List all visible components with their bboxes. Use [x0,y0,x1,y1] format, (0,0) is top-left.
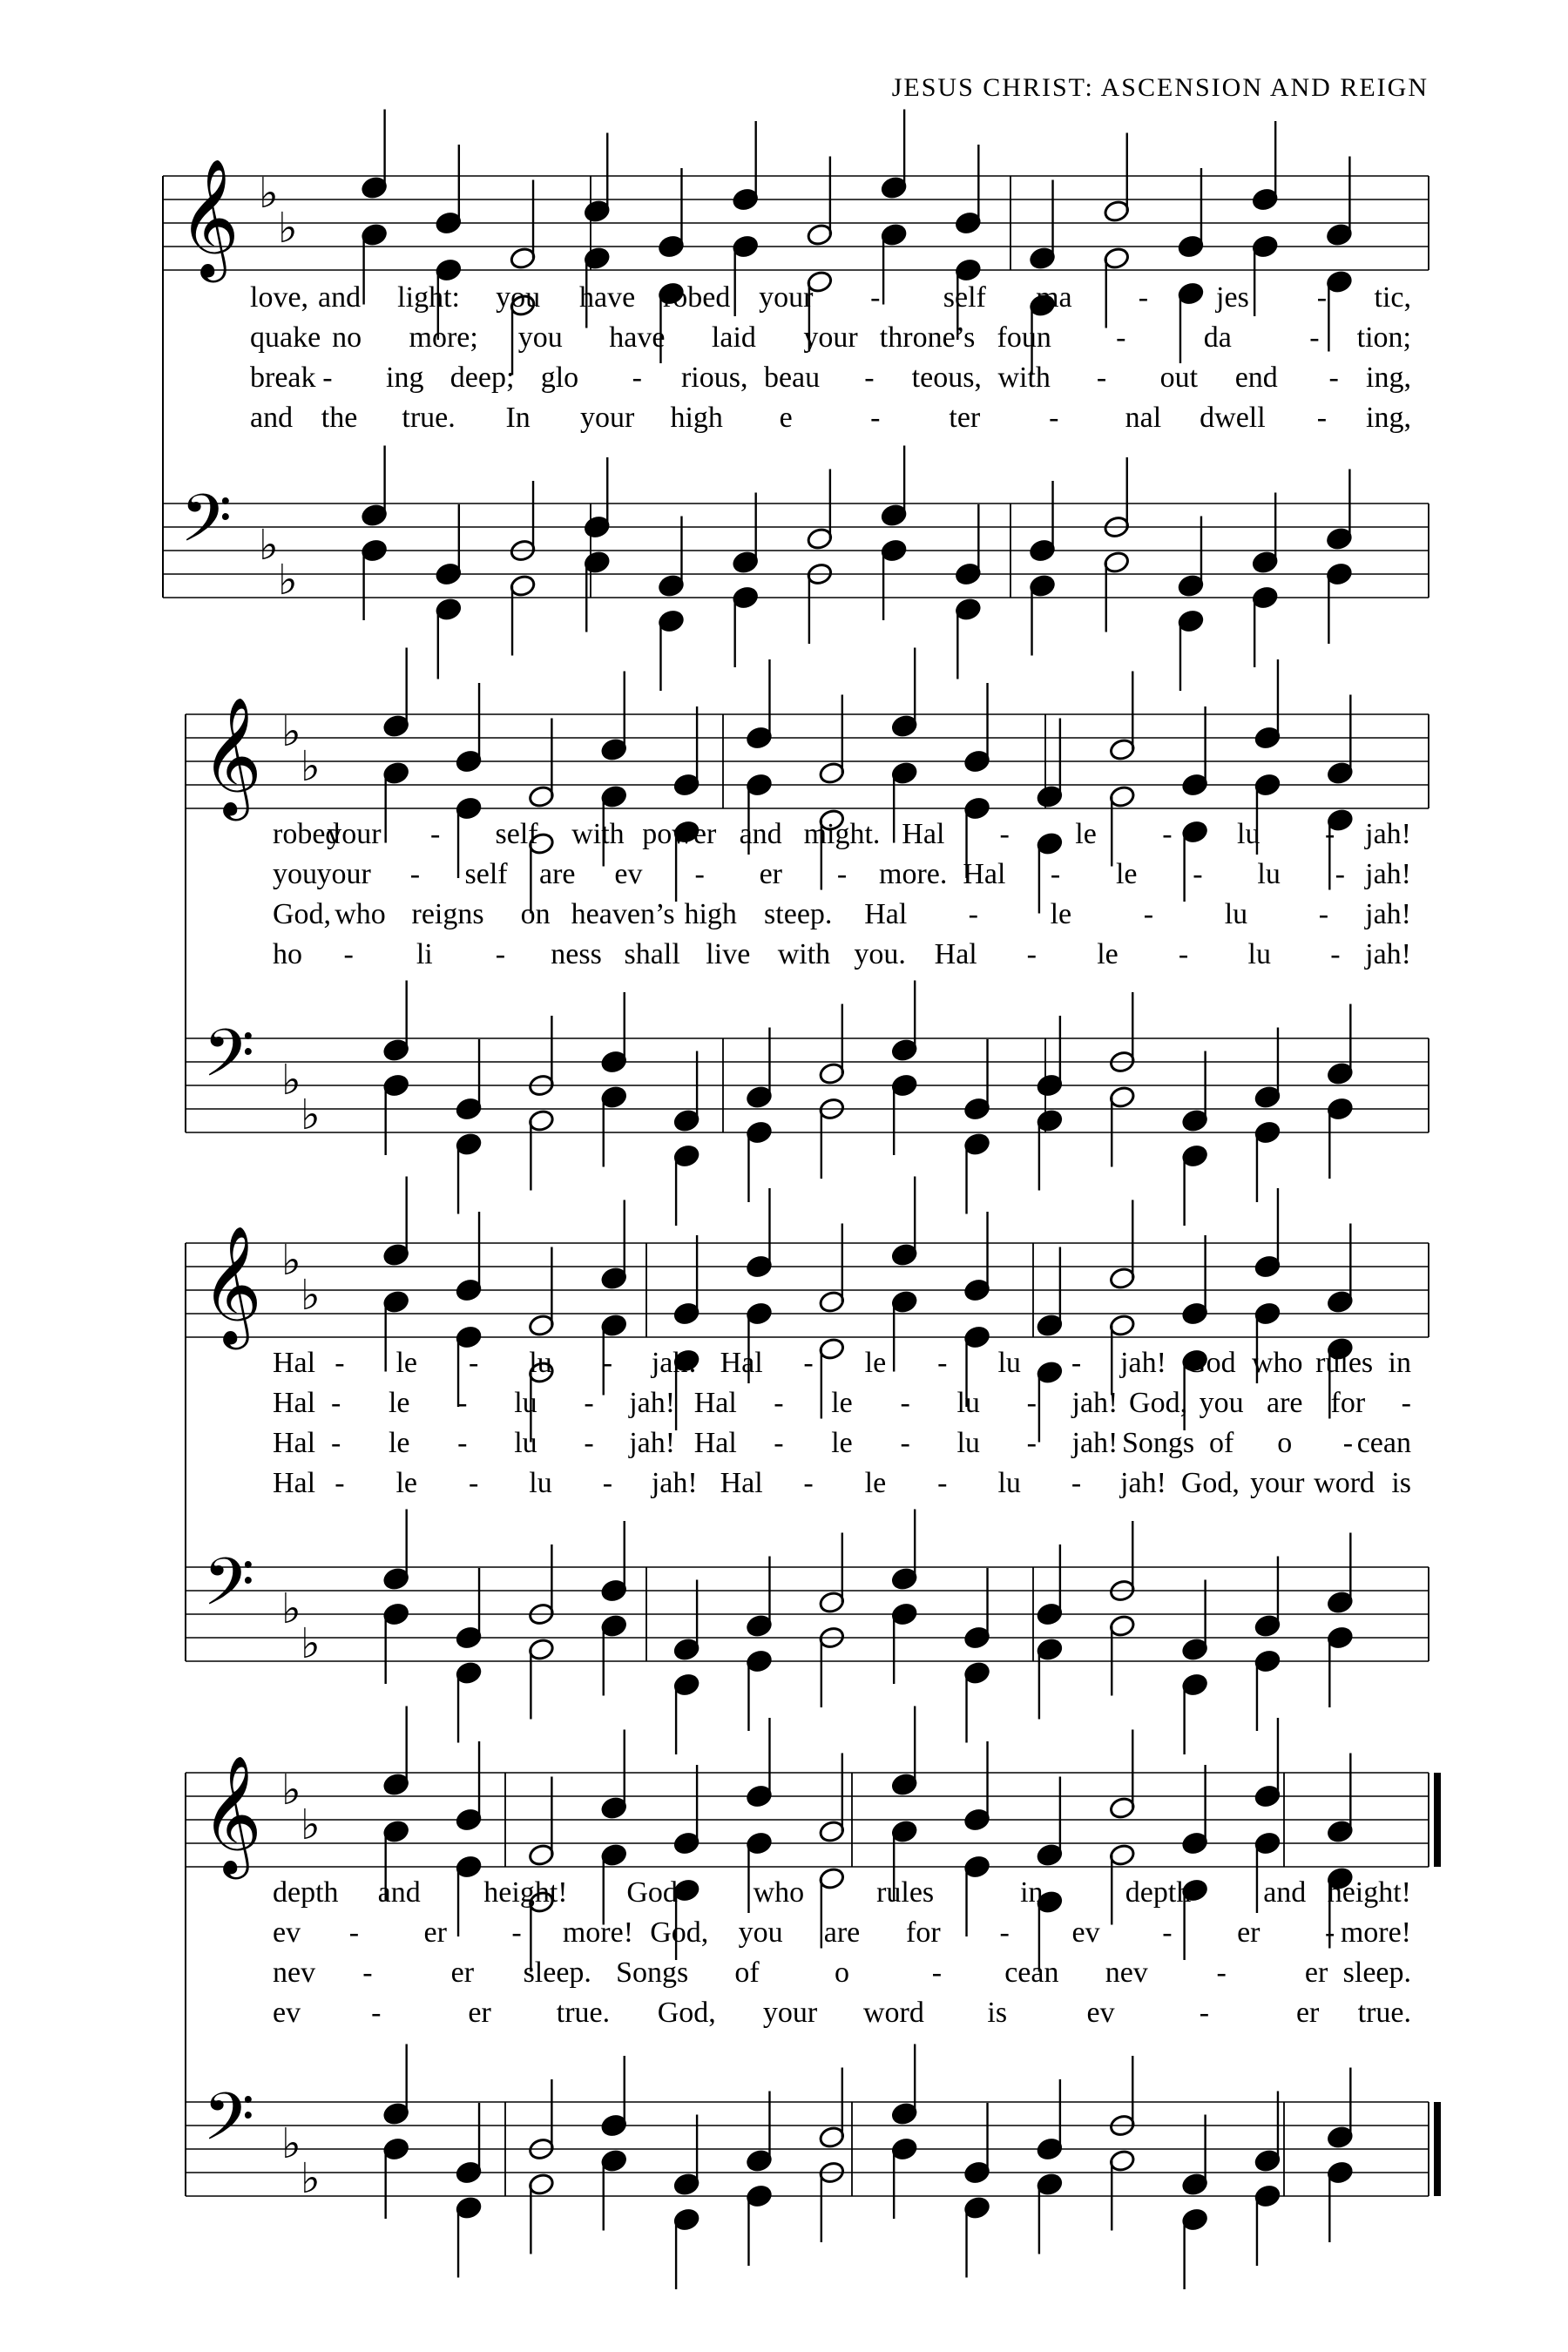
flat-icon: ♭ [301,1619,321,1668]
lyric-syllable: lu [529,1467,552,1499]
treble-clef-icon: 𝄞 [201,1754,262,1874]
lyric-syllable: - [1050,858,1061,890]
lyric-syllable: - [1342,1427,1354,1459]
lyric-syllable: - [937,1347,948,1379]
lyric-syllable: - [584,1427,594,1459]
lyric-syllable: - [343,938,354,970]
flat-icon: ♭ [281,707,301,756]
system-2 [186,648,1429,1227]
lyric-syllable: rules [1315,1347,1374,1379]
lyric-syllable: true. [556,1997,611,2029]
lyric-syllable: le [395,1467,418,1499]
lyric-syllable: word [862,1997,924,2029]
lyric-syllable: who [1251,1347,1303,1379]
lyric-syllable: sleep. [523,1957,591,1989]
lyric-syllable: throne’s [879,321,976,354]
lyric-syllable: ev [1086,1997,1115,2029]
lyric-syllable: le [388,1387,410,1419]
lyric-syllable: jah! [629,1427,676,1459]
lyric-syllable: lu [514,1427,537,1459]
lyric-syllable: you [1199,1387,1244,1419]
lyric-syllable: lu [997,1347,1021,1379]
lyric-syllable: in [1388,1347,1411,1379]
lyric-syllable: more. [879,858,948,890]
lyric-syllable: heaven’s [571,898,675,930]
lyric-syllable: height! [483,1876,568,1909]
lyric-syllable: self [943,281,986,314]
lyric-syllable: height! [1327,1876,1411,1909]
lyric-syllable: depth [1125,1876,1192,1909]
lyric-syllable: - [1199,1997,1210,2029]
lyric-syllable: le [831,1427,853,1459]
lyric-syllable: God, [650,1916,709,1949]
lyric-syllable: who [753,1876,805,1909]
flat-icon: ♭ [278,556,298,605]
lyric-syllable: lu [997,1467,1021,1499]
lyric-syllable: - [1143,898,1154,930]
lyric-syllable: God [1185,1347,1236,1379]
lyric-syllable: - [511,1916,522,1949]
lyric-syllable: Hal [963,858,1006,890]
lyric-syllable: le [1097,938,1119,970]
lyric-syllable: er [450,1957,475,1989]
lyric-syllable: break [250,362,316,394]
lyric-syllable: more; [409,321,478,354]
lyric-syllable: jes [1216,281,1249,314]
lyric-syllable: your [1250,1467,1305,1499]
final-barline [1434,2102,1441,2196]
lyric-syllable: - [584,1387,594,1419]
lyric-syllable: beau [763,362,821,394]
lyric-syllable: - [322,362,333,394]
lyric-syllable: Hal [273,1387,316,1419]
lyric-syllable: tion; [1356,321,1411,354]
lyric-syllable: - [430,818,441,850]
lyric-syllable: - [803,1467,814,1499]
lyric-syllable: lu [1247,938,1271,970]
lyric-syllable: - [468,1347,479,1379]
lyric-syllable: - [457,1387,468,1419]
lyric-syllable: nal [1125,402,1162,434]
lyric-syllable: with [571,818,625,850]
lyric-syllable: li [416,938,433,970]
bass-clef-icon: 𝄢 [180,480,233,573]
lyric-syllable: Hal [902,818,945,850]
lyric-syllable: shall [624,938,680,970]
lyric-syllable: with [777,938,831,970]
lyric-syllable: - [1316,402,1328,434]
lyric-syllable: word [1314,1467,1375,1499]
lyric-syllable: In [505,402,531,434]
lyric-syllable: lu [1257,858,1281,890]
lyric-syllable: you [496,281,541,314]
lyric-syllable: - [371,1997,382,2029]
lyric-syllable: - [348,1916,360,1949]
bass-clef-icon: 𝄢 [203,1015,255,1108]
lyric-syllable: - [602,1467,613,1499]
lyric-syllable: lu [514,1387,537,1419]
lyric-syllable: Songs [1121,1427,1195,1459]
lyric-syllable: - [1026,1387,1037,1419]
lyric-syllable: - [968,898,978,930]
lyric-syllable: lu [529,1347,552,1379]
treble-clef-icon: 𝄞 [201,695,262,815]
lyric-syllable: - [803,1347,814,1379]
lyric-syllable: jah! [1071,1387,1119,1419]
lyric-syllable: love, [250,281,309,314]
lyric-syllable: jah! [1365,898,1411,930]
lyric-syllable: - [836,858,848,890]
lyric-syllable: true. [1357,1997,1411,2029]
lyric-syllable: ho [273,938,302,970]
lyric-syllable: - [330,1427,341,1459]
lyric-syllable: ma [1036,281,1072,314]
lyric-syllable: - [937,1467,948,1499]
lyric-syllable: - [335,1347,345,1379]
lyric-syllable: - [1162,818,1173,850]
lyric-syllable: might. [803,818,881,850]
lyric-syllable: - [870,402,881,434]
flat-icon: ♭ [301,1091,321,1139]
lyric-syllable: in [1020,1876,1044,1909]
lyric-syllable: your [759,281,814,314]
lyric-syllable: God, [273,898,332,930]
lyric-syllable: rious, [680,362,748,394]
lyric-syllable: for [906,1916,941,1949]
flat-icon: ♭ [301,1801,321,1849]
lyric-syllable: - [1049,402,1059,434]
lyric-syllable: God, [1129,1387,1188,1419]
lyric-syllable: Hal [934,938,977,970]
lyric-syllable: true. [402,402,456,434]
flat-icon: ♭ [301,742,321,791]
running-header: JESUS CHRIST: ASCENSION AND REIGN [891,73,1429,102]
lyric-syllable: are [538,858,576,890]
lyric-syllable: high [684,898,737,930]
lyric-syllable: - [1330,938,1341,970]
lyric-syllable: laid [711,321,756,354]
lyric-syllable: - [900,1387,910,1419]
lyric-syllable: robed [662,281,731,314]
lyric-syllable: - [330,1387,341,1419]
lyric-syllable: ing [386,362,424,394]
lyric-syllable: rules [876,1876,935,1909]
lyric-syllable: cean [1004,1957,1059,1989]
lyric-syllable: and [250,402,294,434]
lyric-syllable: ing, [1366,362,1411,394]
lyric-syllable: - [1138,281,1149,314]
lyric-syllable: of [1209,1427,1234,1459]
lyric-syllable: - [1328,362,1339,394]
lyric-syllable: power [642,818,717,850]
lyric-syllable: quake [250,321,321,354]
lyric-syllable: more! [1340,1916,1411,1949]
lyric-syllable: and [739,818,782,850]
lyric-syllable: e [779,402,793,434]
lyric-syllable: - [931,1957,943,1989]
lyric-syllable: le [864,1347,887,1379]
lyric-syllable: jah! [1120,1467,1166,1499]
lyric-syllable: for [1330,1387,1366,1419]
lyric-syllable: God, [1180,1467,1240,1499]
lyric-syllable: - [409,858,421,890]
lyric-syllable: - [694,858,705,890]
lyric-syllable: - [457,1427,468,1459]
lyric-syllable: more! [562,1916,634,1949]
lyric-syllable: Hal [720,1467,763,1499]
lyric-syllable: God, [657,1997,716,2029]
system-3 [186,1177,1429,1755]
lyric-syllable: and [1263,1876,1307,1909]
lyric-syllable: on [520,898,551,930]
lyric-syllable: self [464,858,508,890]
lyric-syllable: sleep. [1342,1957,1411,1989]
lyric-syllable: - [1324,1916,1335,1949]
lyric-syllable: er [423,1916,447,1949]
lyric-syllable: er [468,1997,491,2029]
flat-icon: ♭ [301,2154,321,2203]
lyric-syllable: ev [273,1997,301,2029]
lyric-syllable: deep; [449,362,515,394]
lyric-syllable: - [1401,1387,1411,1419]
lyric-syllable: jah! [1365,938,1411,970]
flat-icon: ♭ [259,169,279,218]
lyric-syllable: - [1096,362,1107,394]
lyric-syllable: Hal [273,1347,316,1379]
lyric-syllable: light: [397,281,460,314]
lyric-syllable: o [835,1957,849,1989]
lyric-syllable: le [831,1387,853,1419]
lyric-syllable: ev [614,858,643,890]
lyric-syllable: your [803,321,858,354]
flat-icon: ♭ [278,204,298,253]
lyric-syllable: you [738,1916,783,1949]
lyric-syllable: steep. [764,898,833,930]
lyric-syllable: - [495,938,506,970]
lyric-syllable: you. [854,938,906,970]
flat-icon: ♭ [281,2119,301,2168]
lyric-syllable: Hal [273,1427,316,1459]
lyric-syllable: lu [956,1427,980,1459]
lyric-syllable: jah! [1365,818,1411,850]
lyric-syllable: Songs [616,1957,689,1989]
lyric-syllable: are [823,1916,861,1949]
lyric-syllable: have [609,321,666,354]
lyric-syllable: with [997,362,1051,394]
lyric-syllable: - [1026,1427,1037,1459]
lyric-syllable: lu [1224,898,1248,930]
lyric-syllable: le [388,1427,410,1459]
lyric-syllable: is [987,1997,1008,2029]
lyric-syllable: jah! [651,1347,698,1379]
lyric-syllable: jah! [1071,1427,1119,1459]
lyric-syllable: and [317,281,362,314]
flat-icon: ♭ [301,1271,321,1320]
lyric-syllable: end [1234,362,1278,394]
lyric-syllable: le [864,1467,887,1499]
lyric-syllable: - [774,1387,784,1419]
lyric-syllable: tic, [1374,281,1411,314]
lyric-syllable: jah! [651,1467,698,1499]
lyric-syllable: depth [273,1876,339,1909]
lyric-syllable: - [1335,858,1345,890]
lyric-syllable: ev [1071,1916,1100,1949]
lyric-syllable: cean [1356,1427,1411,1459]
system-4 [186,1707,1441,2290]
lyric-syllable: jah! [629,1387,676,1419]
lyric-syllable: are [1267,1387,1303,1419]
lyric-syllable: dwell [1200,402,1266,434]
lyric-syllable: your [327,818,382,850]
lyric-syllable: reigns [411,898,484,930]
lyric-syllable: glo [540,362,579,394]
lyric-syllable: God [626,1876,678,1909]
lyric-syllable: lu [1237,818,1260,850]
lyric-syllable: - [335,1467,345,1499]
lyric-syllable: le [1075,818,1097,850]
lyric-syllable: - [1071,1467,1082,1499]
lyric-syllable: le [1050,898,1072,930]
treble-clef-icon: 𝄞 [201,1224,262,1344]
lyric-syllable: - [864,362,875,394]
lyric-syllable: self [495,818,538,850]
lyric-syllable: Hal [864,898,908,930]
lyric-syllable: - [1324,818,1335,850]
lyric-syllable: - [1026,938,1037,970]
lyric-syllable: er [1295,1997,1320,2029]
lyric-syllable: o [1277,1427,1293,1459]
lyric-syllable: nev [273,1957,316,1989]
treble-clef-icon: 𝄞 [179,157,240,277]
lyric-syllable: the [321,402,358,434]
lyric-syllable: Hal [693,1427,737,1459]
system-1 [163,110,1429,692]
lyric-syllable: - [1316,281,1328,314]
lyric-syllable: - [1193,858,1203,890]
lyric-syllable: your [762,1997,818,2029]
lyric-syllable: Hal [693,1387,737,1419]
lyric-syllable: le [1115,858,1138,890]
lyric-syllable: high [670,402,723,434]
lyric-syllable: your [579,402,635,434]
lyric-syllable: lu [956,1387,980,1419]
lyric-syllable: is [1391,1467,1411,1499]
lyric-syllable: - [774,1427,784,1459]
lyric-syllable: your [316,858,371,890]
lyric-syllable: - [1162,1916,1173,1949]
lyric-syllable: ing, [1366,402,1411,434]
lyric-syllable: nev [1105,1957,1148,1989]
lyric-syllable: er [1237,1916,1260,1949]
lyric-syllable: robed [273,818,341,850]
lyric-syllable: foun [997,321,1051,354]
lyric-syllable: out [1159,362,1199,394]
lyric-syllable: - [362,1957,373,1989]
lyric-syllable: le [395,1347,418,1379]
flat-icon: ♭ [259,521,279,570]
lyric-syllable: jah! [1365,858,1411,890]
lyric-syllable: er [1304,1957,1328,1989]
lyric-syllable: er [759,858,783,890]
lyric-syllable: - [1071,1347,1082,1379]
lyric-syllable: da [1203,321,1232,354]
lyric-syllable: - [900,1427,910,1459]
lyric-syllable: - [1178,938,1189,970]
lyric-syllable: who [335,898,386,930]
lyric-syllable: Hal [273,1467,316,1499]
lyric-syllable: - [999,1916,1010,1949]
lyric-syllable: - [1116,321,1126,354]
flat-icon: ♭ [281,1236,301,1285]
lyric-syllable: - [632,362,642,394]
lyric-syllable: and [377,1876,421,1909]
lyric-syllable: of [734,1957,760,1989]
lyric-syllable: live [706,938,751,970]
lyric-syllable: you [273,858,317,890]
lyric-syllable: - [999,818,1010,850]
lyric-syllable: - [1309,321,1320,354]
bass-clef-icon: 𝄢 [203,1544,255,1637]
lyric-syllable: ev [273,1916,301,1949]
lyric-syllable: you [517,321,563,354]
bass-clef-icon: 𝄢 [203,2078,255,2172]
lyric-syllable: ness [551,938,602,970]
lyric-syllable: no [332,321,362,354]
lyric-syllable: - [870,281,881,314]
lyric-syllable: - [468,1467,479,1499]
lyric-syllable: Hal [720,1347,763,1379]
flat-icon: ♭ [281,1585,301,1633]
lyric-syllable: ter [949,402,981,434]
lyric-syllable: have [579,281,636,314]
lyric-syllable: - [1216,1957,1227,1989]
final-barline [1434,1773,1441,1867]
flat-icon: ♭ [281,1766,301,1815]
lyric-syllable: - [1318,898,1329,930]
lyric-syllable: - [602,1347,613,1379]
flat-icon: ♭ [281,1056,301,1105]
lyric-syllable: teous, [911,362,982,394]
lyric-syllable: jah! [1120,1347,1166,1379]
